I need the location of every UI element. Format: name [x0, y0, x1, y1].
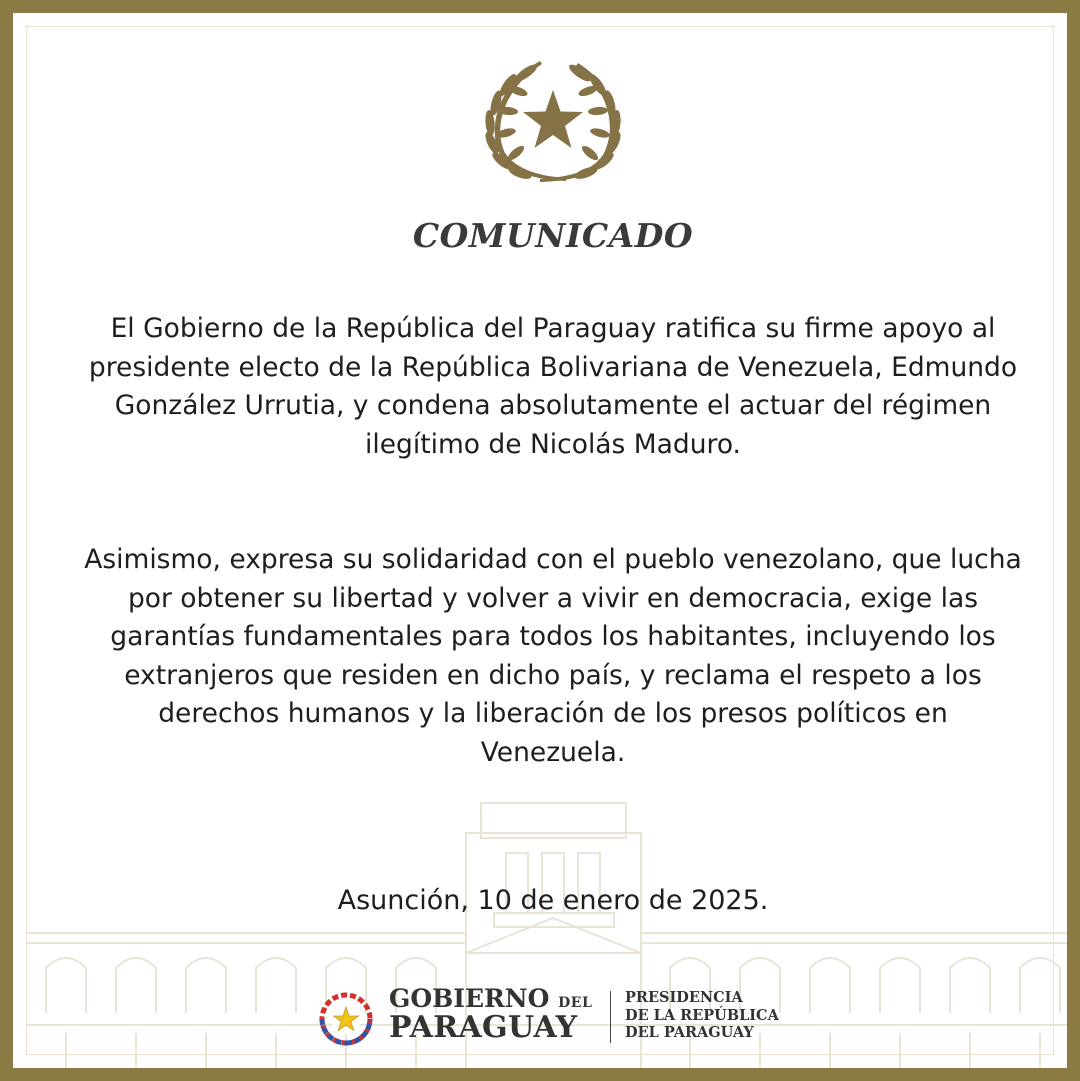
date-line: Asunción, 10 de enero de 2025. [337, 885, 769, 916]
government-wordmark-line2: PARAGUAY [389, 1010, 578, 1045]
statement-paragraph-2: Asimismo, expresa su solidaridad con el pueblo venezolano, que lucha por obtener su libertad y volver a vivir en democracia, exige las garantías fundamentales para todos los habitantes, incluyendo los extranjeros que residen en dicho país, y reclama el respeto a los derechos humanos y la liberación de los presos políticos en Venezuela. [84, 544, 1022, 768]
government-del-word: DEL [558, 995, 593, 1011]
presidency-wordmark [625, 989, 779, 1042]
logo-divider [610, 991, 611, 1043]
statement-paragraph-1: El Gobierno de la República del Paraguay ratifica su firme apoyo al presidente electo de la República Bolivariana de Venezuela, Edmundo González Urrutia, y condena absolutamente el actuar del régimen ilegítimo de Nicolás Maduro. [88, 313, 1018, 460]
government-wordmark-line1 [389, 984, 592, 1013]
government-word: GOBIERNO [389, 984, 550, 1013]
presidency-line-1: PRESIDENCIA [625, 989, 743, 1006]
page-title: COMUNICADO [412, 216, 694, 255]
laurel-wreath-star-icon [478, 55, 628, 190]
national-seal-star-icon [313, 988, 379, 1050]
presidency-line-2: DE LA REPÚBLICA [625, 1006, 779, 1024]
presidency-line-3: DEL PARAGUAY [625, 1024, 754, 1041]
